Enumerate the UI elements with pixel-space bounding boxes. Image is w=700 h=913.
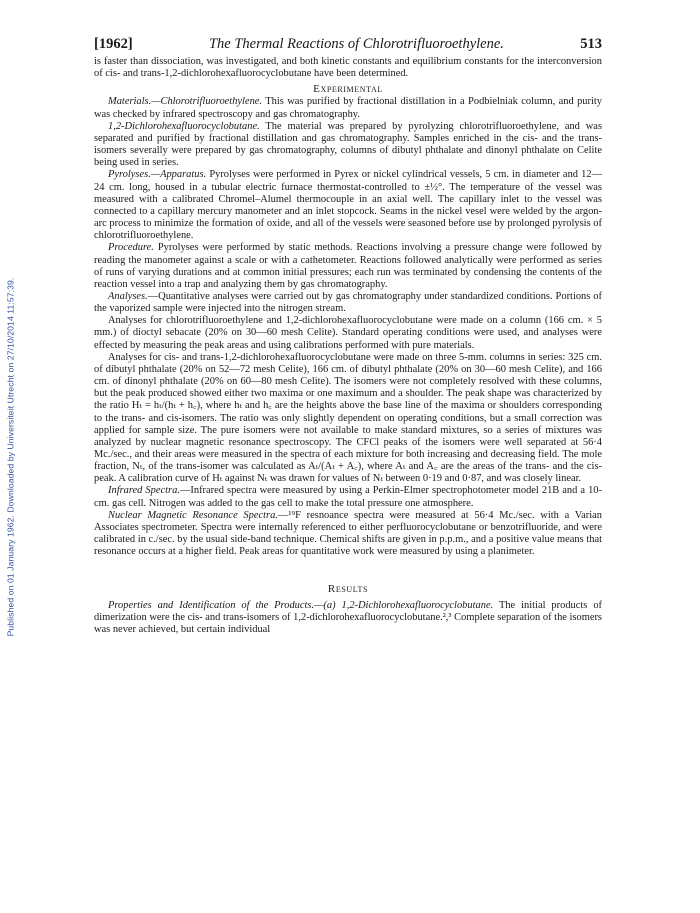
header-title: The Thermal Reactions of Chlorotrifluoroethylene.	[208, 36, 504, 52]
results-heading: Results	[327, 583, 369, 596]
infrared-text: —Infrared spectra were measured by using a Perkin-Elmer spectrophotometer model 21B and a 10-cm. gas cell. Nitrogen was added to the gas cell to make the total pressure one atmosphere.	[94, 485, 602, 509]
download-stamp-text: Published on 01 January 1962. Downloaded by Universiteit Utrecht on 27/10/2014 11:57:39.	[5, 277, 15, 636]
apparatus-paragraph	[94, 169, 602, 242]
materials-text: This was purified by fractional distillation in a Podbielniak column, and purity was checked by infrared spectroscopy and gas chromatography.	[94, 96, 602, 120]
experimental-heading: Experimental	[313, 83, 383, 96]
article-page	[94, 36, 602, 636]
nmr-paragraph	[94, 510, 602, 559]
materials-paragraph	[94, 96, 602, 120]
procedure-paragraph	[94, 242, 602, 291]
procedure-runin-heading: Procedure.	[108, 242, 154, 254]
analyses-paragraph	[94, 291, 602, 315]
apparatus-runin-heading: Pyrolyses.—Apparatus.	[108, 169, 207, 181]
nmr-runin-heading: Nuclear Magnetic Resonance Spectra.	[108, 509, 278, 521]
results-sub-heading: —(a) 1,2-Dichlorohexafluorocyclobutane.	[314, 599, 494, 611]
apparatus-text: Pyrolyses were performed in Pyrex or nickel cylindrical vessels, 5 cm. in diameter and 12—24 cm. long, housed in a tubular electric furnace thermostat-controlled to ±½°. The temperature of the vessel was measured with a calibrated Chromel–Alumel thermocouple in an axial well. The capillary inlet to the vessel was connected to a capillary mercury manometer and an inlet stopcock. Seams in the nickel vesel were welded by the argon-arc process to minimize the formation of oxide, and all of the vessels were seasoned before use by prolonged pyrolysis of chlorotrifluoroethylene.	[94, 169, 603, 242]
infrared-runin-heading: Infrared Spectra.	[108, 485, 180, 497]
header-page-number: 513	[580, 36, 602, 52]
materials-runin-heading: Materials.—Chlorotrifluoroethylene.	[108, 96, 263, 108]
results-runin-heading: Properties and Identification of the Products.	[108, 599, 315, 611]
results-paragraph	[94, 600, 602, 636]
dichloro-text: The material was prepared by pyrolyzing chlorotrifluoroethylene, and was separated and purified by fractional distillation and gas chromatography. Samples enriched in the cis- and the trans-isomers severally were prepared by gas chromatography, columns of dibutyl phthalate and dinonyl phthalate on Celite being used in series.	[94, 120, 603, 169]
intro-paragraph: is faster than dissociation, was investigated, and both kinetic constants and equilibrium constants for the interconversion of cis- and trans-1,2-dichlorohexafluorocyclobutane have been determined.	[94, 56, 602, 80]
dichloro-runin-heading: 1,2-Dichlorohexafluorocyclobutane.	[108, 120, 260, 132]
analyses-runin-heading: Analyses.	[108, 290, 148, 302]
procedure-text: Pyrolyses were performed by static methods. Reactions involving a pressure change were followed by reading the manometer against a scale or with a cathetometer. Reactions followed analytically were performed as series of runs of varying durations and at common initial pressures; each run was terminated by condensing the contents of the reaction vessel into a trap and analyzing them by gas chromatography.	[94, 242, 603, 290]
nmr-text: —¹⁹F resnoance spectra were measured at 56·4 Mc./sec. with a Varian Associates spectrometer. Spectra were internally referenced to either perfluorocyclobutane or benzotrifluoride, and were calibrated in c./sec. by the usual side-band technique. Chemical shifts are given in p.p.m., and a positive value means that resonance occurs at a higher field. Peak areas for quantitative work were measured by using a planimeter.	[94, 509, 602, 558]
results-text: The initial products of dimerization were the cis- and trans-isomers of 1,2-dichlorohexafluorocyclobutane.²,³ Complete separation of the isomers was never achieved, but certain individual	[94, 599, 603, 635]
analyses-text: —Quantitative analyses were carried out by gas chromatography under standardized conditions. Portions of the vaporized sample were injected into the nitrogen stream.	[94, 290, 602, 315]
running-head	[94, 36, 602, 53]
dichloro-paragraph	[94, 121, 602, 170]
analyses-paragraph-2: Analyses for chlorotrifluoroethylene and 1,2-dichlorohexafluorocyclobutane were made on a column (166 cm. × 5 mm.) of dioctyl sebacate (20% on 30—60 mesh Celite). Standard operating conditions were used, and analyses were effected by measuring the peak areas and using calibrations performed with pure materials.	[94, 315, 602, 351]
infrared-paragraph	[94, 485, 602, 509]
download-stamp	[0, 0, 20, 913]
analyses-paragraph-3: Analyses for cis- and trans-1,2-dichlorohexafluorocyclobutane were made on three 5-mm. columns in series: 325 cm. of dibutyl phthalate (20% on 52—72 mesh Celite), 166 cm. of dibutyl phthalate (20% on 30—60 mesh Celite), and 166 cm. of dinonyl phthalate (20% on 60—80 mesh Celite). The isomers were not completely resolved with these columns, but the peak produced showed either two maxima or one maximum and a shoulder. The peak shape was characterized by the ratio Hₜ = hₜ/(hₜ + h꜀), where hₜ and h꜀ are the heights above the base line of the maxima or shoulders corresponding to the trans- and cis-isomers. The ratio was only slightly dependent on operating conditions, but a small correction was applied for sample size. The pure isomers were not available to make standard mixtures, so a series of mixtures was analyzed by nuclear magnetic resonance spectroscopy. The CFCl peaks of the isomers were well separated at 56·4 Mc./sec., and their areas were measured in the spectra of each mixture for both increasing and decreasing field. The mole fraction, Nₜ, of the trans-isomer was calculated as Aₜ/(Aₜ + A꜀), where Aₜ and A꜀ are the areas of the trans- and the cis-peak. A calibration curve of Hₜ against Nₜ was drawn for values of Nₜ between 0·19 and 0·87, and was closely linear.	[94, 351, 602, 485]
header-year: [1962]	[94, 36, 133, 52]
